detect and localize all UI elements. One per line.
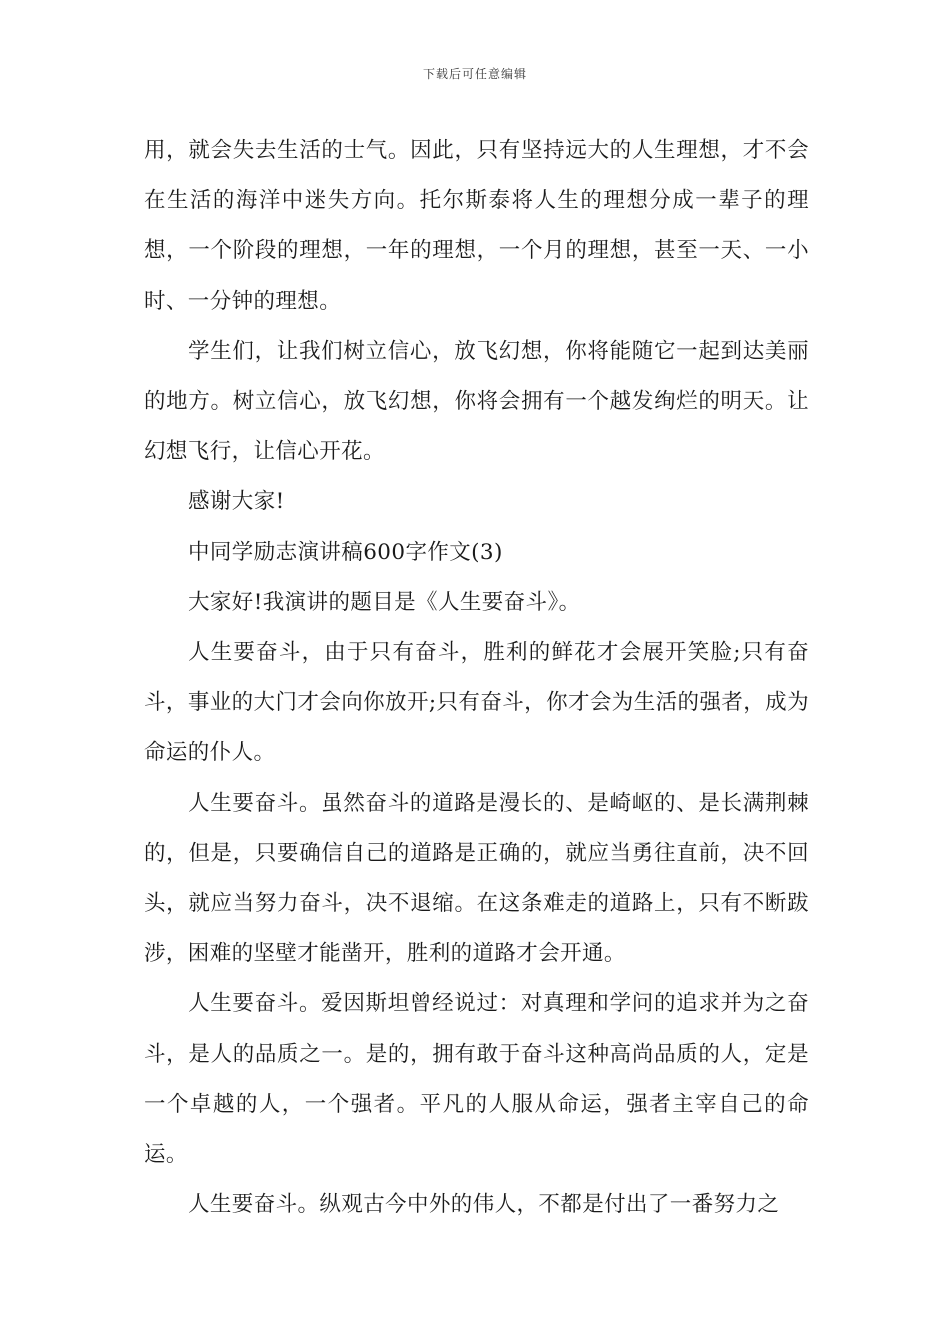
paragraph-9: 人生要奋斗。纵观古今中外的伟人，不都是付出了一番努力之 [188,1192,780,1218]
paragraph-5: 大家好!我演讲的题目是《人生要奋斗》。 [188,589,581,615]
page-header-note: 下载后可任意编辑 [422,67,527,81]
paragraph-3: 感谢大家! [188,489,285,515]
paragraph-6: 人生要奋斗，由于只有奋斗，胜利的鲜花才会展开笑脸;只有奋斗，事业的大门才会向你放开;只有奋斗，你才会为生活的强者，成为命运的仆人。 [144,640,809,766]
paragraph-7: 人生要奋斗。虽然奋斗的道路是漫长的、是崎岖的、是长满荆棘的，但是，只要确信自己的道路是正确的，就应当勇往直前，决不回头，就应当努力奋斗，决不退缩。在这条难走的道路上，只有不断跋涉，困难的坚壁才能凿开，胜利的道路才会开通。 [144,790,809,967]
document-body [144,126,809,1230]
paragraph-2: 学生们，让我们树立信心，放飞幻想，你将能随它一起到达美丽的地方。树立信心，放飞幻想，你将会拥有一个越发绚烂的明天。让幻想飞行，让信心开花。 [144,338,809,465]
paragraph-8: 人生要奋斗。爱因斯坦曾经说过：对真理和学问的追求并为之奋斗，是人的品质之一。是的，拥有敢于奋斗这种高尚品质的人，定是一个卓越的人，一个强者。平凡的人服从命运，强者主宰自己的命运。 [144,991,809,1168]
paragraph-1: 用，就会失去生活的士气。因此，只有坚持远大的人生理想，才不会在生活的海洋中迷失方向。托尔斯泰将人生的理想分成一辈子的理想，一个阶段的理想，一年的理想，一个月的理想，甚至一天、一小时、一分钟的理想。 [144,138,809,314]
section-heading: 中同学励志演讲稿600字作文(3) [188,539,503,565]
